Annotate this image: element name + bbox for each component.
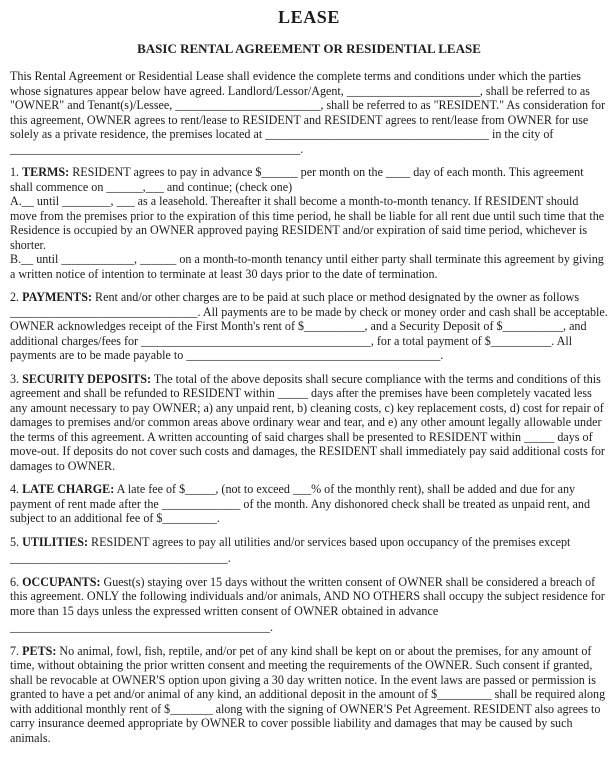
document-title: LEASE — [277, 7, 341, 27]
section-body: No animal, fowl, fish, reptile, and/or pet of any kind shall be kept on or about the premises, for any amount of time, without obtaining the prior written consent and meeting the requirements of the OWNER. Such consent if granted, shall be revocable at OWNER'S option upon giving a 30 day written notice. In the event laws are passed or permission is granted to have a pet and/or animal of any kind, an additional deposit in the amount of $_________ shall be required along with additional monthly rent of $_______ along with the signing of OWNER'S Pet Agreement. RESIDENT also agrees to carry insurance deemed appropriate by OWNER to cover possible liability and damages that may be caused by such animals. — [10, 643, 606, 745]
section-label: TERMS: — [22, 165, 70, 179]
section-security-deposits — [10, 372, 608, 474]
section-payments-text — [10, 290, 608, 363]
section-utilities-text — [10, 535, 608, 550]
document-subtitle: BASIC RENTAL AGREEMENT OR RESIDENTIAL LEASE — [137, 40, 481, 56]
section-number: 2. — [10, 290, 20, 304]
section-body: A late fee of $_____, (not to exceed ___% of the monthly rent), shall be added and due for any payment of rent made after the _____________ of the month. Any dishonored check shall be treated as unpaid rent, and subject to an additional fee of $_________. — [10, 482, 590, 525]
section-terms-heading-line — [10, 165, 608, 194]
section-label: OCCUPANTS: — [22, 574, 101, 589]
section-occupants — [10, 575, 608, 635]
section-body: RESIDENT agrees to pay in advance $______ per month on the ____ day of each month. This agreement shall commence on ______,___ and continue; (check one) — [10, 165, 584, 194]
section-body: Guest(s) staying over 15 days without the written consent of OWNER shall be considered a breach of this agreement. ONLY the following individuals and/or animals, AND NO OTHERS shall occupy the subject residence for more than 15 days unless the expressed written consent of OWNER obtained in advance — [10, 574, 605, 618]
section-late-charge-text — [10, 482, 608, 526]
section-body: The total of the above deposits shall secure compliance with the terms and conditions of this agreement and shall be refunded to RESIDENT within _____ days after the premises have been completely vacated less any amount necessary to pay OWNER; a) any unpaid rent, b) cleaning costs, c) key replacement costs, d) cost for repair of damages to premises and/or common areas above ordinary wear and tear, and e) any other amount legally allowable under the terms of this agreement. A written accounting of said charges shall be presented to RESIDENT within _____ days of move-out. If deposits do not cover such costs and damages, the RESIDENT shall immediately pay said additional costs for damages to OWNER. — [10, 371, 605, 473]
section-body: RESIDENT agrees to pay all utilities and/or services based upon occupancy of the premises except — [91, 534, 571, 549]
section-number: 1. — [10, 165, 20, 179]
section-label: PETS: — [22, 643, 57, 658]
section-label: LATE CHARGE: — [22, 482, 115, 496]
clause-b: B.__ until ____________, ______ on a month-to-month tenancy until either party shall terminate this agreement by giving a written notice of intention to terminate at least 30 days prior to the date of termination. — [10, 252, 604, 281]
section-occupants-text — [10, 575, 608, 619]
occupants-fill-in-blank: ___________________________________________. — [10, 620, 274, 634]
section-pets — [10, 644, 608, 746]
section-label: UTILITIES: — [22, 534, 88, 549]
section-number: 6. — [10, 574, 20, 589]
section-number: 3. — [10, 371, 20, 386]
section-number: 5. — [10, 534, 20, 549]
utilities-fill-in-blank: ____________________________________. — [10, 551, 231, 565]
intro-paragraph: This Rental Agreement or Residential Lease shall evidence the complete terms and conditions under which the parties whose signatures appear below have agreed. Landlord/Lessor/Agent, ______________________, shall be referred to as "OWNER" and Tenant(s)/Lessee, ________________________, shall be referred to as "RESIDENT." As consideration for this agreement, OWNER agrees to rent/lease to RESIDENT and RESIDENT agrees to rent/lease from OWNER for use solely as a private residence, the premises located at _____________________________________ in the city of ________________________________________________. — [10, 69, 606, 156]
section-body: Rent and/or other charges are to be paid at such place or method designated by the owner as follows _______________________________. All payments are to be made by check or money order and cash shall be acceptable. OWNER acknowledges receipt of the First Month's rent of $__________, and a Security Deposit of $__________, and additional charges/fees for ______________________________________, for a total payment of $__________. All payments are to be made payable to __________________________________________. — [10, 290, 608, 362]
section-utilities — [10, 535, 608, 566]
section-number: 4. — [10, 482, 20, 496]
section-payments — [10, 290, 608, 363]
section-label: PAYMENTS: — [22, 290, 92, 304]
section-label: SECURITY DEPOSITS: — [22, 371, 152, 386]
section-late-charge — [10, 482, 608, 526]
section-pets-text — [10, 644, 608, 746]
section-terms — [10, 165, 608, 281]
section-number: 7. — [10, 643, 20, 658]
section-security-deposits-text — [10, 372, 608, 474]
clause-a: A.__ until ________, ___ as a leasehold. Thereafter it shall become a month-to-month tenancy. If RESIDENT should move from the premises prior to the expiration of this time period, he shall be liable for all rent due until such time that the Residence is occupied by an OWNER approved paying RESIDENT and/or expiration of said time period, whichever is shorter. — [10, 194, 605, 252]
